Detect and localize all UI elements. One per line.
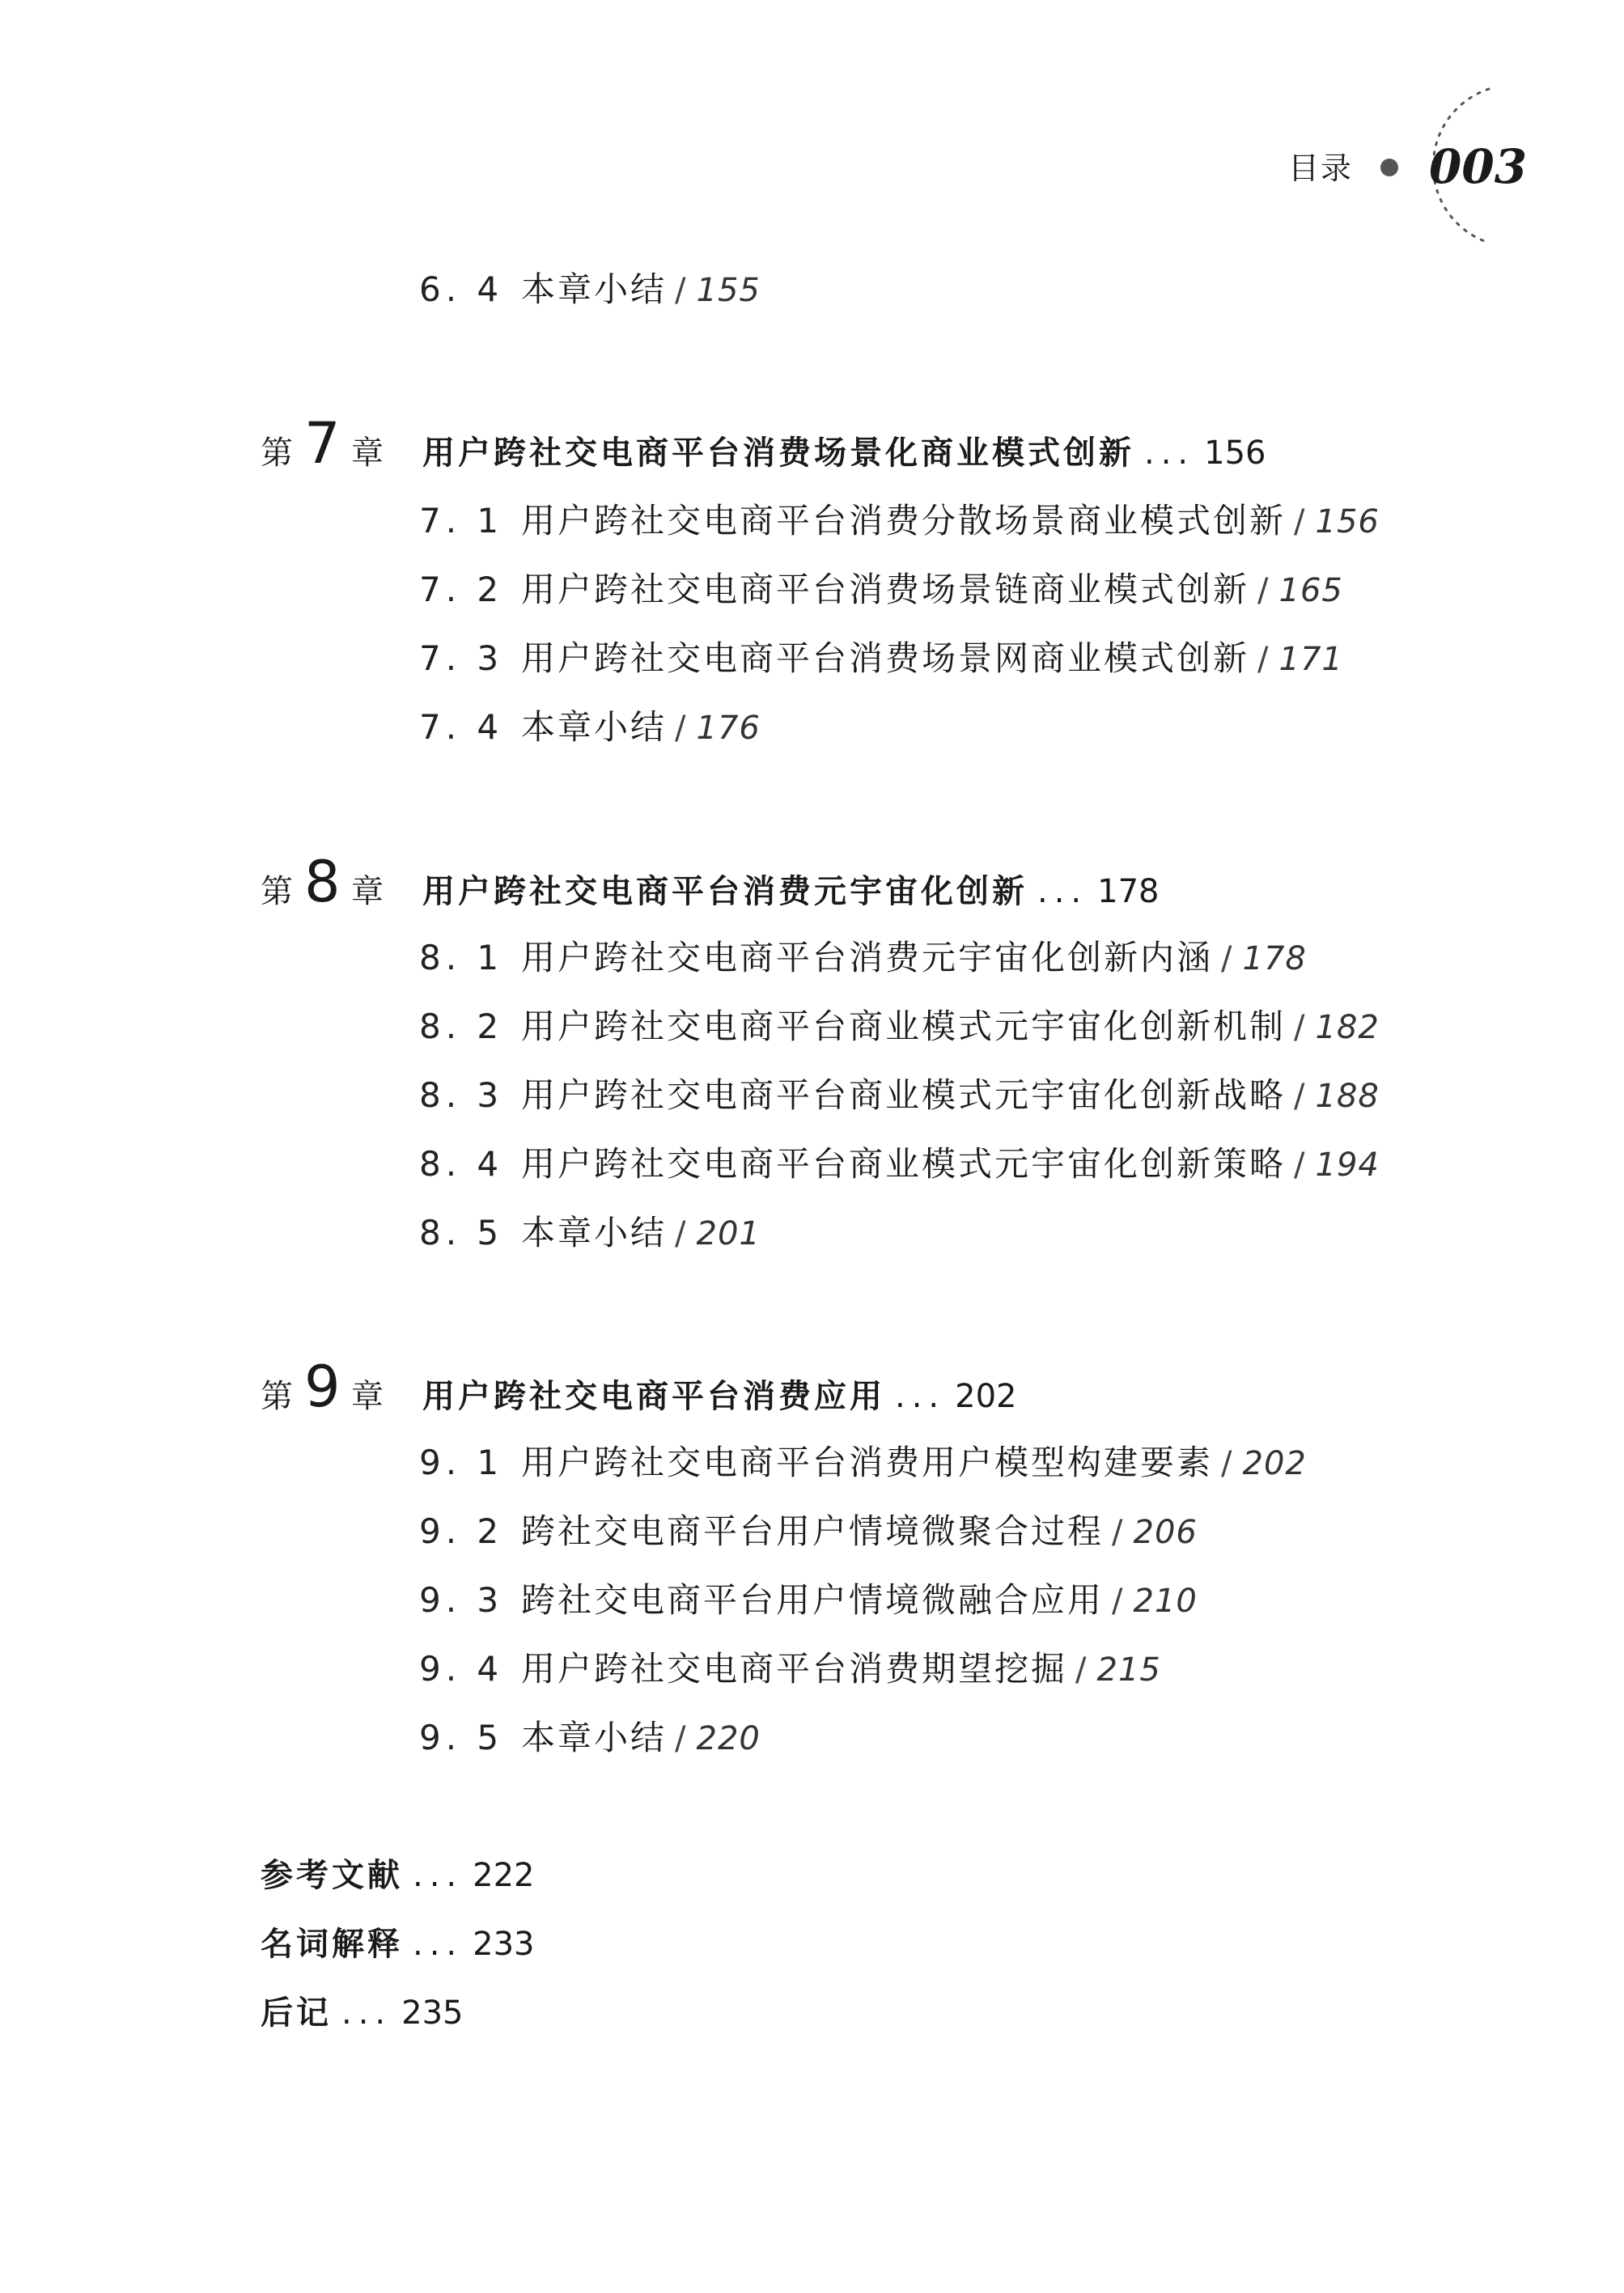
section-title: 用户跨社交电商平台商业模式元宇宙化创新机制 — [521, 1007, 1287, 1046]
toc-section-entry[interactable] — [419, 1647, 1161, 1692]
toc-backmatter-afterword[interactable] — [261, 1990, 464, 2036]
page-number: 003 — [1429, 139, 1528, 194]
backmatter-title: 参考文献 — [261, 1857, 403, 1894]
section-title: 用户跨社交电商平台消费期望挖掘 — [521, 1649, 1068, 1689]
section-title: 用户跨社交电商平台消费元宇宙化创新内涵 — [521, 938, 1214, 977]
toc-section-entry[interactable] — [419, 1004, 1380, 1049]
section-number: 7. 3 — [419, 638, 504, 678]
section-number: 8. 4 — [419, 1144, 504, 1184]
separator-slash: / — [1257, 641, 1271, 678]
header-bullet-icon — [1380, 159, 1398, 176]
section-title: 用户跨社交电商平台消费分散场景商业模式创新 — [521, 501, 1287, 540]
chapter-page: 178 — [1097, 873, 1160, 910]
backmatter-title: 后记 — [261, 1994, 332, 2032]
chapter-number: 8 — [304, 849, 341, 915]
section-number: 9. 2 — [419, 1511, 504, 1551]
toc-section-line — [521, 1647, 1161, 1693]
toc-section-entry[interactable] — [419, 267, 761, 312]
section-title: 用户跨社交电商平台消费场景网商业模式创新 — [521, 638, 1250, 678]
toc-section-line — [521, 1715, 761, 1761]
separator-slash: / — [1294, 1078, 1308, 1115]
toc-section-entry[interactable] — [419, 705, 761, 750]
chapter-number: 9 — [304, 1354, 341, 1420]
toc-section-line — [521, 1073, 1380, 1119]
separator-slash: / — [1112, 1583, 1126, 1620]
toc-section-line — [521, 567, 1343, 613]
backmatter-page: 222 — [473, 1857, 535, 1894]
section-number: 6. 4 — [419, 269, 504, 309]
toc-section-line — [521, 935, 1307, 981]
section-page: 201 — [696, 1215, 761, 1252]
toc-section-line — [521, 267, 761, 313]
toc-section-line — [521, 1210, 761, 1257]
toc-section-line — [521, 1578, 1198, 1624]
toc-section-entry[interactable] — [419, 567, 1343, 612]
chapter-suffix: 章 — [351, 434, 384, 472]
toc-section-line — [521, 636, 1343, 682]
section-page: 188 — [1315, 1078, 1380, 1115]
leader-dots: ... — [341, 1994, 392, 2032]
toc-section-line — [521, 1004, 1380, 1050]
section-number: 8. 1 — [419, 938, 504, 977]
section-page: 210 — [1133, 1583, 1198, 1620]
section-title: 用户跨社交电商平台商业模式元宇宙化创新战略 — [521, 1075, 1287, 1115]
toc-section-entry[interactable] — [419, 636, 1343, 681]
toc-backmatter-glossary[interactable] — [261, 1922, 535, 1967]
separator-slash: / — [1294, 1009, 1308, 1046]
separator-slash: / — [1112, 1514, 1126, 1551]
toc-section-entry[interactable] — [419, 1210, 761, 1256]
leader-dots: ... — [1144, 434, 1195, 472]
toc-section-entry[interactable] — [419, 1578, 1198, 1623]
section-title: 跨社交电商平台用户情境微聚合过程 — [521, 1511, 1105, 1551]
section-title: 本章小结 — [521, 269, 668, 309]
section-page: 220 — [696, 1720, 761, 1757]
toc-section-entry[interactable] — [419, 498, 1380, 544]
separator-slash: / — [675, 1720, 689, 1757]
section-page: 215 — [1096, 1651, 1161, 1689]
chapter-title: 用户跨社交电商平台消费应用 — [422, 1378, 885, 1415]
section-number: 7. 1 — [419, 501, 504, 540]
toc-section-entry[interactable] — [419, 1440, 1307, 1486]
section-number: 7. 4 — [419, 707, 504, 747]
toc-backmatter-references[interactable] — [261, 1853, 535, 1898]
chapter-suffix: 章 — [351, 1378, 384, 1415]
toc-section-entry[interactable] — [419, 1073, 1380, 1118]
section-page: 202 — [1242, 1445, 1307, 1482]
section-number: 9. 4 — [419, 1649, 504, 1689]
toc-section-line — [521, 705, 761, 751]
section-title: 本章小结 — [521, 1213, 668, 1252]
separator-slash: / — [1294, 1146, 1308, 1184]
section-number: 7. 2 — [419, 570, 504, 609]
separator-slash: / — [675, 1215, 689, 1252]
chapter-prefix: 第 — [261, 873, 293, 910]
running-header-label: 目录 — [1288, 150, 1354, 186]
section-page: 178 — [1242, 940, 1307, 977]
chapter-heading-line — [422, 1374, 1017, 1419]
section-title: 用户跨社交电商平台消费场景链商业模式创新 — [521, 570, 1250, 609]
section-number: 9. 1 — [419, 1443, 504, 1482]
chapter-heading-line — [422, 430, 1266, 476]
section-number: 8. 5 — [419, 1213, 504, 1252]
section-title: 跨社交电商平台用户情境微融合应用 — [521, 1580, 1105, 1620]
separator-slash: / — [1294, 503, 1308, 540]
chapter-title: 用户跨社交电商平台消费场景化商业模式创新 — [422, 434, 1134, 472]
separator-slash: / — [675, 710, 689, 747]
running-header — [0, 0, 1624, 267]
backmatter-page: 233 — [473, 1926, 535, 1963]
toc-section-line — [521, 498, 1380, 545]
chapter-prefix: 第 — [261, 1378, 293, 1415]
leader-dots: ... — [895, 1378, 946, 1415]
separator-slash: / — [675, 272, 689, 309]
chapter-title: 用户跨社交电商平台消费元宇宙化创新 — [422, 873, 1028, 910]
toc-section-entry[interactable] — [419, 935, 1307, 981]
separator-slash: / — [1075, 1651, 1089, 1689]
leader-dots: ... — [1037, 873, 1088, 910]
backmatter-title: 名词解释 — [261, 1926, 403, 1963]
section-number: 9. 3 — [419, 1580, 504, 1620]
section-number: 8. 2 — [419, 1007, 504, 1046]
chapter-page: 202 — [955, 1378, 1017, 1415]
toc-section-line — [521, 1509, 1198, 1555]
toc-section-entry[interactable] — [419, 1509, 1198, 1554]
section-page: 206 — [1133, 1514, 1198, 1551]
chapter-suffix: 章 — [351, 873, 384, 910]
separator-slash: / — [1221, 1445, 1235, 1482]
toc-section-line — [521, 1440, 1307, 1486]
section-title: 本章小结 — [521, 1718, 668, 1757]
section-page: 194 — [1315, 1146, 1380, 1184]
toc-section-line — [521, 1142, 1380, 1188]
section-page: 156 — [1315, 503, 1380, 540]
section-page: 176 — [696, 710, 761, 747]
section-number: 8. 3 — [419, 1075, 504, 1115]
separator-slash: / — [1257, 572, 1271, 609]
section-title: 本章小结 — [521, 707, 668, 747]
section-page: 182 — [1315, 1009, 1380, 1046]
chapter-heading-line — [422, 869, 1160, 914]
separator-slash: / — [1221, 940, 1235, 977]
section-page: 165 — [1278, 572, 1343, 609]
toc-section-entry[interactable] — [419, 1715, 761, 1761]
leader-dots: ... — [413, 1926, 464, 1963]
section-number: 9. 5 — [419, 1718, 504, 1757]
chapter-page: 156 — [1204, 434, 1266, 472]
leader-dots: ... — [413, 1857, 464, 1894]
backmatter-page: 235 — [401, 1994, 464, 2032]
section-page: 155 — [696, 272, 761, 309]
section-page: 171 — [1278, 641, 1343, 678]
section-title: 用户跨社交电商平台商业模式元宇宙化创新策略 — [521, 1144, 1287, 1184]
chapter-number: 7 — [304, 410, 341, 477]
chapter-prefix: 第 — [261, 434, 293, 472]
toc-section-entry[interactable] — [419, 1142, 1380, 1187]
section-title: 用户跨社交电商平台消费用户模型构建要素 — [521, 1443, 1214, 1482]
